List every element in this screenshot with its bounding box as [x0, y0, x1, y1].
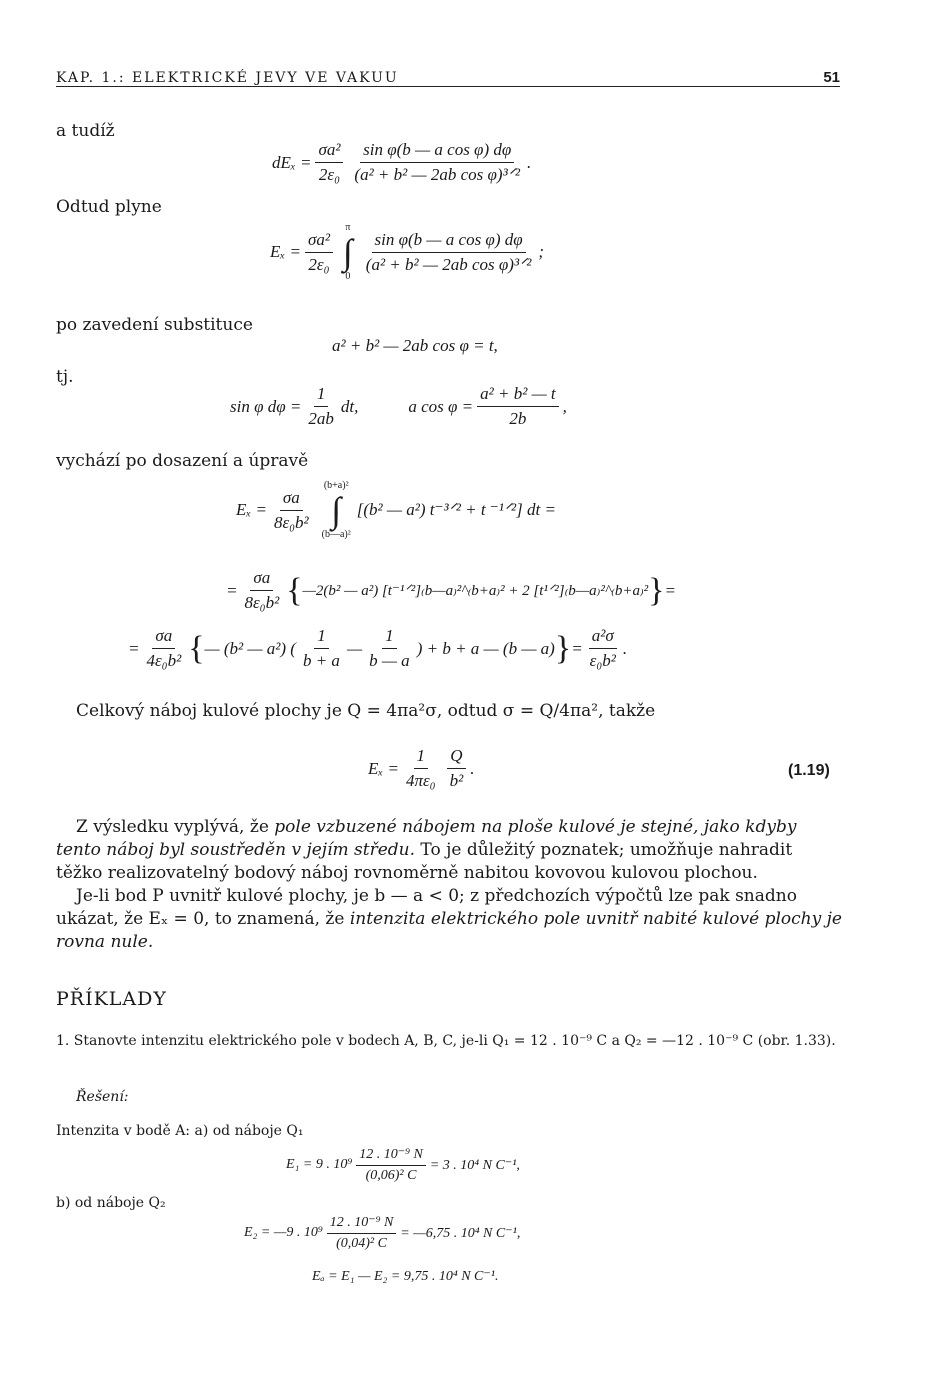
eq2-integral: [343, 222, 353, 282]
eq5-f-den: 8ε₀b²: [273, 512, 309, 532]
eq7-fb-den: b — a: [369, 651, 410, 670]
running-title: KAP. 1.: ELEKTRICKÉ JEVY VE VAKUU: [56, 70, 399, 86]
eq7-body1: — (b² — a²) (: [204, 638, 296, 658]
eq7-fb-num: 1: [382, 626, 397, 649]
equation-step-2: [226, 568, 676, 613]
eq8-f2-num: Q: [447, 746, 465, 769]
eq6-fraction: [241, 568, 282, 613]
eq2-lhs: Eₓ =: [270, 242, 301, 261]
eq8-f2-den: b²: [449, 771, 464, 790]
equation-E1: [286, 1146, 520, 1184]
text-po-zavedeni: po zavedení substituce: [56, 315, 253, 335]
eq7-f-num: σa: [152, 626, 175, 649]
text-tj: tj.: [56, 367, 74, 387]
eq10-num: 12 . 10⁻⁹ N: [327, 1214, 397, 1234]
eq2-end: ;: [538, 242, 545, 261]
equation-step-3: [128, 626, 627, 671]
eq1-f1-den: 2ε₀: [318, 165, 340, 184]
eq7-fraction-result: [587, 626, 619, 671]
left-brace-icon: {: [286, 571, 303, 609]
equation-1-19: [368, 746, 474, 791]
eq4-end: ,: [562, 396, 567, 416]
solution-label: Řešení:: [76, 1089, 129, 1105]
eq9-num: 12 . 10⁻⁹ N: [356, 1146, 426, 1166]
eq11: Eₐ = E₁ — E₂ = 9,75 . 10⁴ N C⁻¹.: [312, 1269, 499, 1284]
integral-sign-icon: ∫: [342, 232, 353, 272]
eq8-fraction-1: [403, 746, 439, 791]
eq7-fraction-a: [300, 626, 343, 671]
eq6-f-num: σa: [250, 568, 273, 591]
eq4-mid: dt,: [340, 396, 359, 416]
equation-differentials: [230, 384, 567, 429]
eq7-minus: —: [346, 638, 363, 658]
eq10-fraction: [327, 1214, 397, 1252]
eq3: a² + b² — 2ab cos φ = t,: [332, 336, 498, 355]
eq8-f1-num: 1: [414, 746, 429, 769]
example-1-statement: [56, 1032, 842, 1051]
eq9-rhs: = 3 . 10⁴ N C⁻¹,: [429, 1157, 520, 1173]
eq6-lhs: =: [226, 580, 238, 600]
eq4-f2-num: a² + b² — t: [477, 384, 559, 407]
eq5-upper-limit: (b+a)²: [323, 480, 349, 491]
equation-Ex-integral: [270, 222, 544, 282]
section-title: PŘÍKLADY: [56, 988, 167, 1010]
eq4-f-den: 2ab: [308, 409, 334, 428]
eq1-fraction-1: [315, 140, 343, 185]
para1-c: To je důležitý poznatek; umožňuje nahradit těžko realizovatelný bodový náboj rovnoměrně nabitou kovovou kulovou plochou.: [56, 840, 793, 883]
eq6-end: =: [664, 580, 676, 600]
para1-italic: pole vzbuzené nábojem na ploše kulové je stejné, jako kdyby tento náboj byl soustředěn v jejím středu.: [56, 817, 797, 860]
equation-substitution: [332, 336, 498, 356]
eq8-end: .: [470, 758, 475, 778]
eq5-body: [(b² — a²) t⁻³ᐟ² + t ⁻¹ᐟ²] dt =: [356, 500, 556, 519]
eq1-f2-den: (a² + b² — 2ab cos φ)³ᐟ²: [354, 165, 520, 184]
eq2-f1-num: σa²: [305, 230, 333, 253]
eq2-f2-num: sin φ(b — a cos φ) dφ: [372, 230, 526, 253]
equation-number: (1.19): [788, 762, 830, 779]
eq9-den: (0,06)² C: [365, 1168, 417, 1183]
running-header: [56, 64, 840, 87]
eq5-lhs: Eₓ =: [236, 500, 267, 519]
eq4-fraction-2: [477, 384, 559, 429]
eq4-f-num: 1: [314, 384, 329, 407]
eq7-fa-den: b + a: [302, 651, 340, 670]
eq6-body: —2(b² — a²) [t⁻¹ᐟ²]₍b—a₎²^₍b+a₎² + 2 [t¹ᐟ²]₍b—a₎²^₍b+a₎²: [302, 583, 649, 599]
eq2-fraction-2: [363, 230, 535, 275]
eq7-eq: =: [571, 638, 583, 658]
eq10-lhs: E₂ = —9 . 10⁹: [244, 1225, 323, 1240]
text-od-naboje-q2: b) od náboje Q₂: [56, 1195, 166, 1211]
para2-a: Je-li bod P uvnitř kulové plochy, je b — a < 0; z předchozích výpočtů lze pak snadno ukázat, že Eₓ = 0, to znamená, že: [56, 886, 797, 929]
eq8-f1-den: 4πε₀: [405, 771, 436, 790]
eq6-f-den: 8ε₀b²: [244, 593, 280, 612]
para2-italic: intenzita elektrického pole uvnitř nabité kulové plochy je rovna nule.: [56, 909, 842, 952]
eq7-f-den: 4ε₀b²: [146, 651, 182, 670]
page-number: 51: [823, 69, 840, 86]
eq7-body2: ) + b + a — (b — a): [416, 638, 555, 658]
eq7-fa-num: 1: [314, 626, 329, 649]
paragraph-result: [56, 816, 842, 954]
left-brace-icon: {: [188, 629, 205, 667]
text-a-tudiz: a tudíž: [56, 121, 115, 141]
text-odtud-plyne: Odtud plyne: [56, 197, 162, 217]
eq10-rhs: = —6,75 . 10⁴ N C⁻¹,: [400, 1225, 521, 1241]
text-celkovy-naboj: Celkový náboj kulové plochy je Q = 4πa²σ, odtud σ = Q/4πa², takže: [76, 701, 656, 721]
eq8-lhs: Eₓ =: [368, 758, 399, 778]
eq9-lhs: E₁ = 9 . 10⁹: [286, 1157, 353, 1172]
eq4-fraction-1: [305, 384, 337, 429]
right-brace-icon: }: [648, 571, 665, 609]
eq1-f2-num: sin φ(b — a cos φ) dφ: [360, 140, 514, 163]
para1-a: Z výsledku vyplývá, že: [76, 817, 275, 837]
right-brace-icon: }: [554, 629, 572, 667]
eq5-fraction: [271, 488, 312, 533]
text-vychazi: vychází po dosazení a úpravě: [56, 451, 309, 471]
eq7-fraction-b: [366, 626, 413, 671]
eq5-lower-limit: (b—a)²: [321, 529, 351, 540]
eq2-f2-den: (a² + b² — 2ab cos φ)³ᐟ²: [365, 254, 532, 274]
eq1-f1-num: σa²: [315, 140, 343, 163]
eq7-lhs: =: [128, 638, 140, 658]
eq2-f1-den: 2ε₀: [308, 254, 330, 274]
eq4-f2-den: 2b: [509, 409, 527, 428]
eq7-end: .: [622, 638, 628, 658]
eq1-lhs: dEₓ =: [272, 152, 312, 172]
integral-sign-icon: ∫: [331, 490, 342, 530]
eq7-fraction: [143, 626, 184, 671]
eq7-fr-den: ε₀b²: [589, 651, 616, 670]
equation-Ex-t-integral: [236, 480, 556, 540]
equation-E2: [244, 1214, 520, 1252]
eq1-end: .: [526, 152, 532, 172]
eq2-fraction-1: [305, 230, 333, 275]
text-intenzita-a: Intenzita v bodě A: a) od náboje Q₁: [56, 1123, 304, 1139]
eq9-fraction: [356, 1146, 426, 1184]
eq5-f-num: σa: [280, 488, 303, 511]
equation-dEx: [272, 140, 531, 185]
eq2-upper-limit: π: [345, 222, 351, 233]
eq1-fraction-2: [351, 140, 523, 185]
eq8-fraction-2: [447, 746, 467, 791]
eq7-fr-num: a²σ: [589, 626, 617, 649]
equation-EA: [312, 1268, 498, 1285]
eq5-integral: [322, 480, 351, 540]
eq4-lhs2: a cos φ =: [408, 396, 474, 416]
eq10-den: (0,04)² C: [336, 1236, 387, 1251]
example-1-text: 1. Stanovte intenzitu elektrického pole v bodech A, B, C, je-li Q₁ = 12 . 10⁻⁹ C a Q₂ = —12 . 10⁻⁹ C (obr. 1.33).: [56, 1033, 836, 1049]
eq2-lower-limit: 0: [345, 271, 351, 282]
eq4-lhs: sin φ dφ =: [230, 396, 302, 416]
